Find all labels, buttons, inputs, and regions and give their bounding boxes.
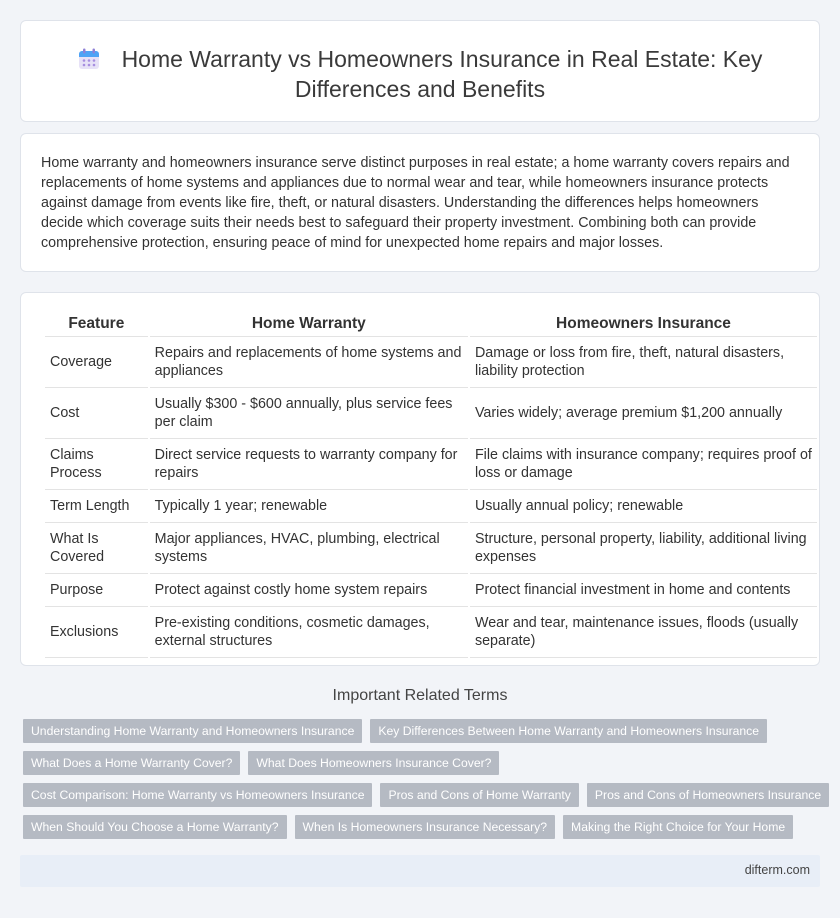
table-row	[45, 607, 817, 658]
table-row	[45, 574, 817, 607]
page-title	[61, 44, 779, 104]
related-term-tag[interactable]: When Is Homeowners Insurance Necessary?	[295, 815, 556, 839]
intro-card	[20, 133, 820, 272]
table-cell-homeowners-insurance: Protect financial investment in home and contents	[470, 574, 817, 607]
table-row	[45, 388, 817, 439]
table-cell-home-warranty: Repairs and replacements of home systems and appliances	[150, 337, 468, 388]
title-line-1: Home Warranty vs Homeowners Insurance in Real Estate: Key	[121, 46, 763, 72]
table-cell-feature: Exclusions	[45, 607, 148, 658]
title-wrap	[21, 44, 819, 104]
tag-row	[23, 719, 823, 743]
related-term-tag[interactable]: Understanding Home Warranty and Homeowners Insurance	[23, 719, 362, 743]
tag-row	[23, 751, 823, 775]
related-term-tag[interactable]: Pros and Cons of Homeowners Insurance	[587, 783, 829, 807]
related-terms-title: Important Related Terms	[332, 687, 508, 704]
table-cell-home-warranty: Typically 1 year; renewable	[150, 490, 468, 523]
table-cell-feature: Claims Process	[45, 439, 148, 490]
table-row	[45, 490, 817, 523]
related-term-tag[interactable]: What Does a Home Warranty Cover?	[23, 751, 240, 775]
table-header-row	[45, 313, 817, 337]
table-cell-feature: Purpose	[45, 574, 148, 607]
header-card	[20, 20, 820, 122]
related-term-tag[interactable]: When Should You Choose a Home Warranty?	[23, 815, 287, 839]
table-row	[45, 337, 817, 388]
comparison-table	[43, 313, 819, 658]
calendar-icon	[78, 47, 100, 69]
table-cell-homeowners-insurance: File claims with insurance company; requires proof of loss or damage	[470, 439, 817, 490]
table-cell-home-warranty: Pre-existing conditions, cosmetic damages, external structures	[150, 607, 468, 658]
tag-row	[23, 783, 823, 807]
table-cell-home-warranty: Major appliances, HVAC, plumbing, electrical systems	[150, 523, 468, 574]
header-homeowners-insurance: Homeowners Insurance	[470, 313, 817, 337]
table-cell-homeowners-insurance: Varies widely; average premium $1,200 annually	[470, 388, 817, 439]
table-cell-feature: Coverage	[45, 337, 148, 388]
header-home-warranty: Home Warranty	[150, 313, 468, 337]
related-terms-list	[23, 719, 823, 847]
table-cell-home-warranty: Direct service requests to warranty company for repairs	[150, 439, 468, 490]
table-cell-home-warranty: Protect against costly home system repairs	[150, 574, 468, 607]
title-line-2: Differences and Benefits	[294, 76, 546, 102]
related-term-tag[interactable]: Key Differences Between Home Warranty and Homeowners Insurance	[370, 719, 767, 743]
table-cell-homeowners-insurance: Wear and tear, maintenance issues, floods (usually separate)	[470, 607, 817, 658]
table-cell-homeowners-insurance: Usually annual policy; renewable	[470, 490, 817, 523]
related-term-tag[interactable]: Making the Right Choice for Your Home	[563, 815, 793, 839]
table-cell-home-warranty: Usually $300 - $600 annually, plus service fees per claim	[150, 388, 468, 439]
table-cell-homeowners-insurance: Damage or loss from fire, theft, natural disasters, liability protection	[470, 337, 817, 388]
footer	[20, 855, 820, 887]
related-term-tag[interactable]: Pros and Cons of Home Warranty	[380, 783, 578, 807]
intro-text: Home warranty and homeowners insurance serve distinct purposes in real estate; a home warranty covers repairs and replacements of home systems and appliances due to normal wear and tear, while homeowners insurance protects against damage from events like fire, theft, or natural disasters. Understanding the differences helps homeowners decide which coverage suits their needs best to safeguard their property investment. Combining both can provide comprehensive protection, ensuring peace of mind for unexpected home repairs and major losses.	[41, 155, 790, 251]
table-cell-homeowners-insurance: Structure, personal property, liability, additional living expenses	[470, 523, 817, 574]
table-row	[45, 439, 817, 490]
header-feature: Feature	[45, 313, 148, 337]
table-row	[45, 523, 817, 574]
table-cell-feature: Term Length	[45, 490, 148, 523]
related-term-tag[interactable]: Cost Comparison: Home Warranty vs Homeowners Insurance	[23, 783, 372, 807]
footer-brand[interactable]: difterm.com	[744, 863, 810, 877]
table-cell-feature: What Is Covered	[45, 523, 148, 574]
table-cell-feature: Cost	[45, 388, 148, 439]
related-term-tag[interactable]: What Does Homeowners Insurance Cover?	[248, 751, 499, 775]
comparison-table-card	[20, 292, 820, 666]
tag-row	[23, 815, 823, 839]
